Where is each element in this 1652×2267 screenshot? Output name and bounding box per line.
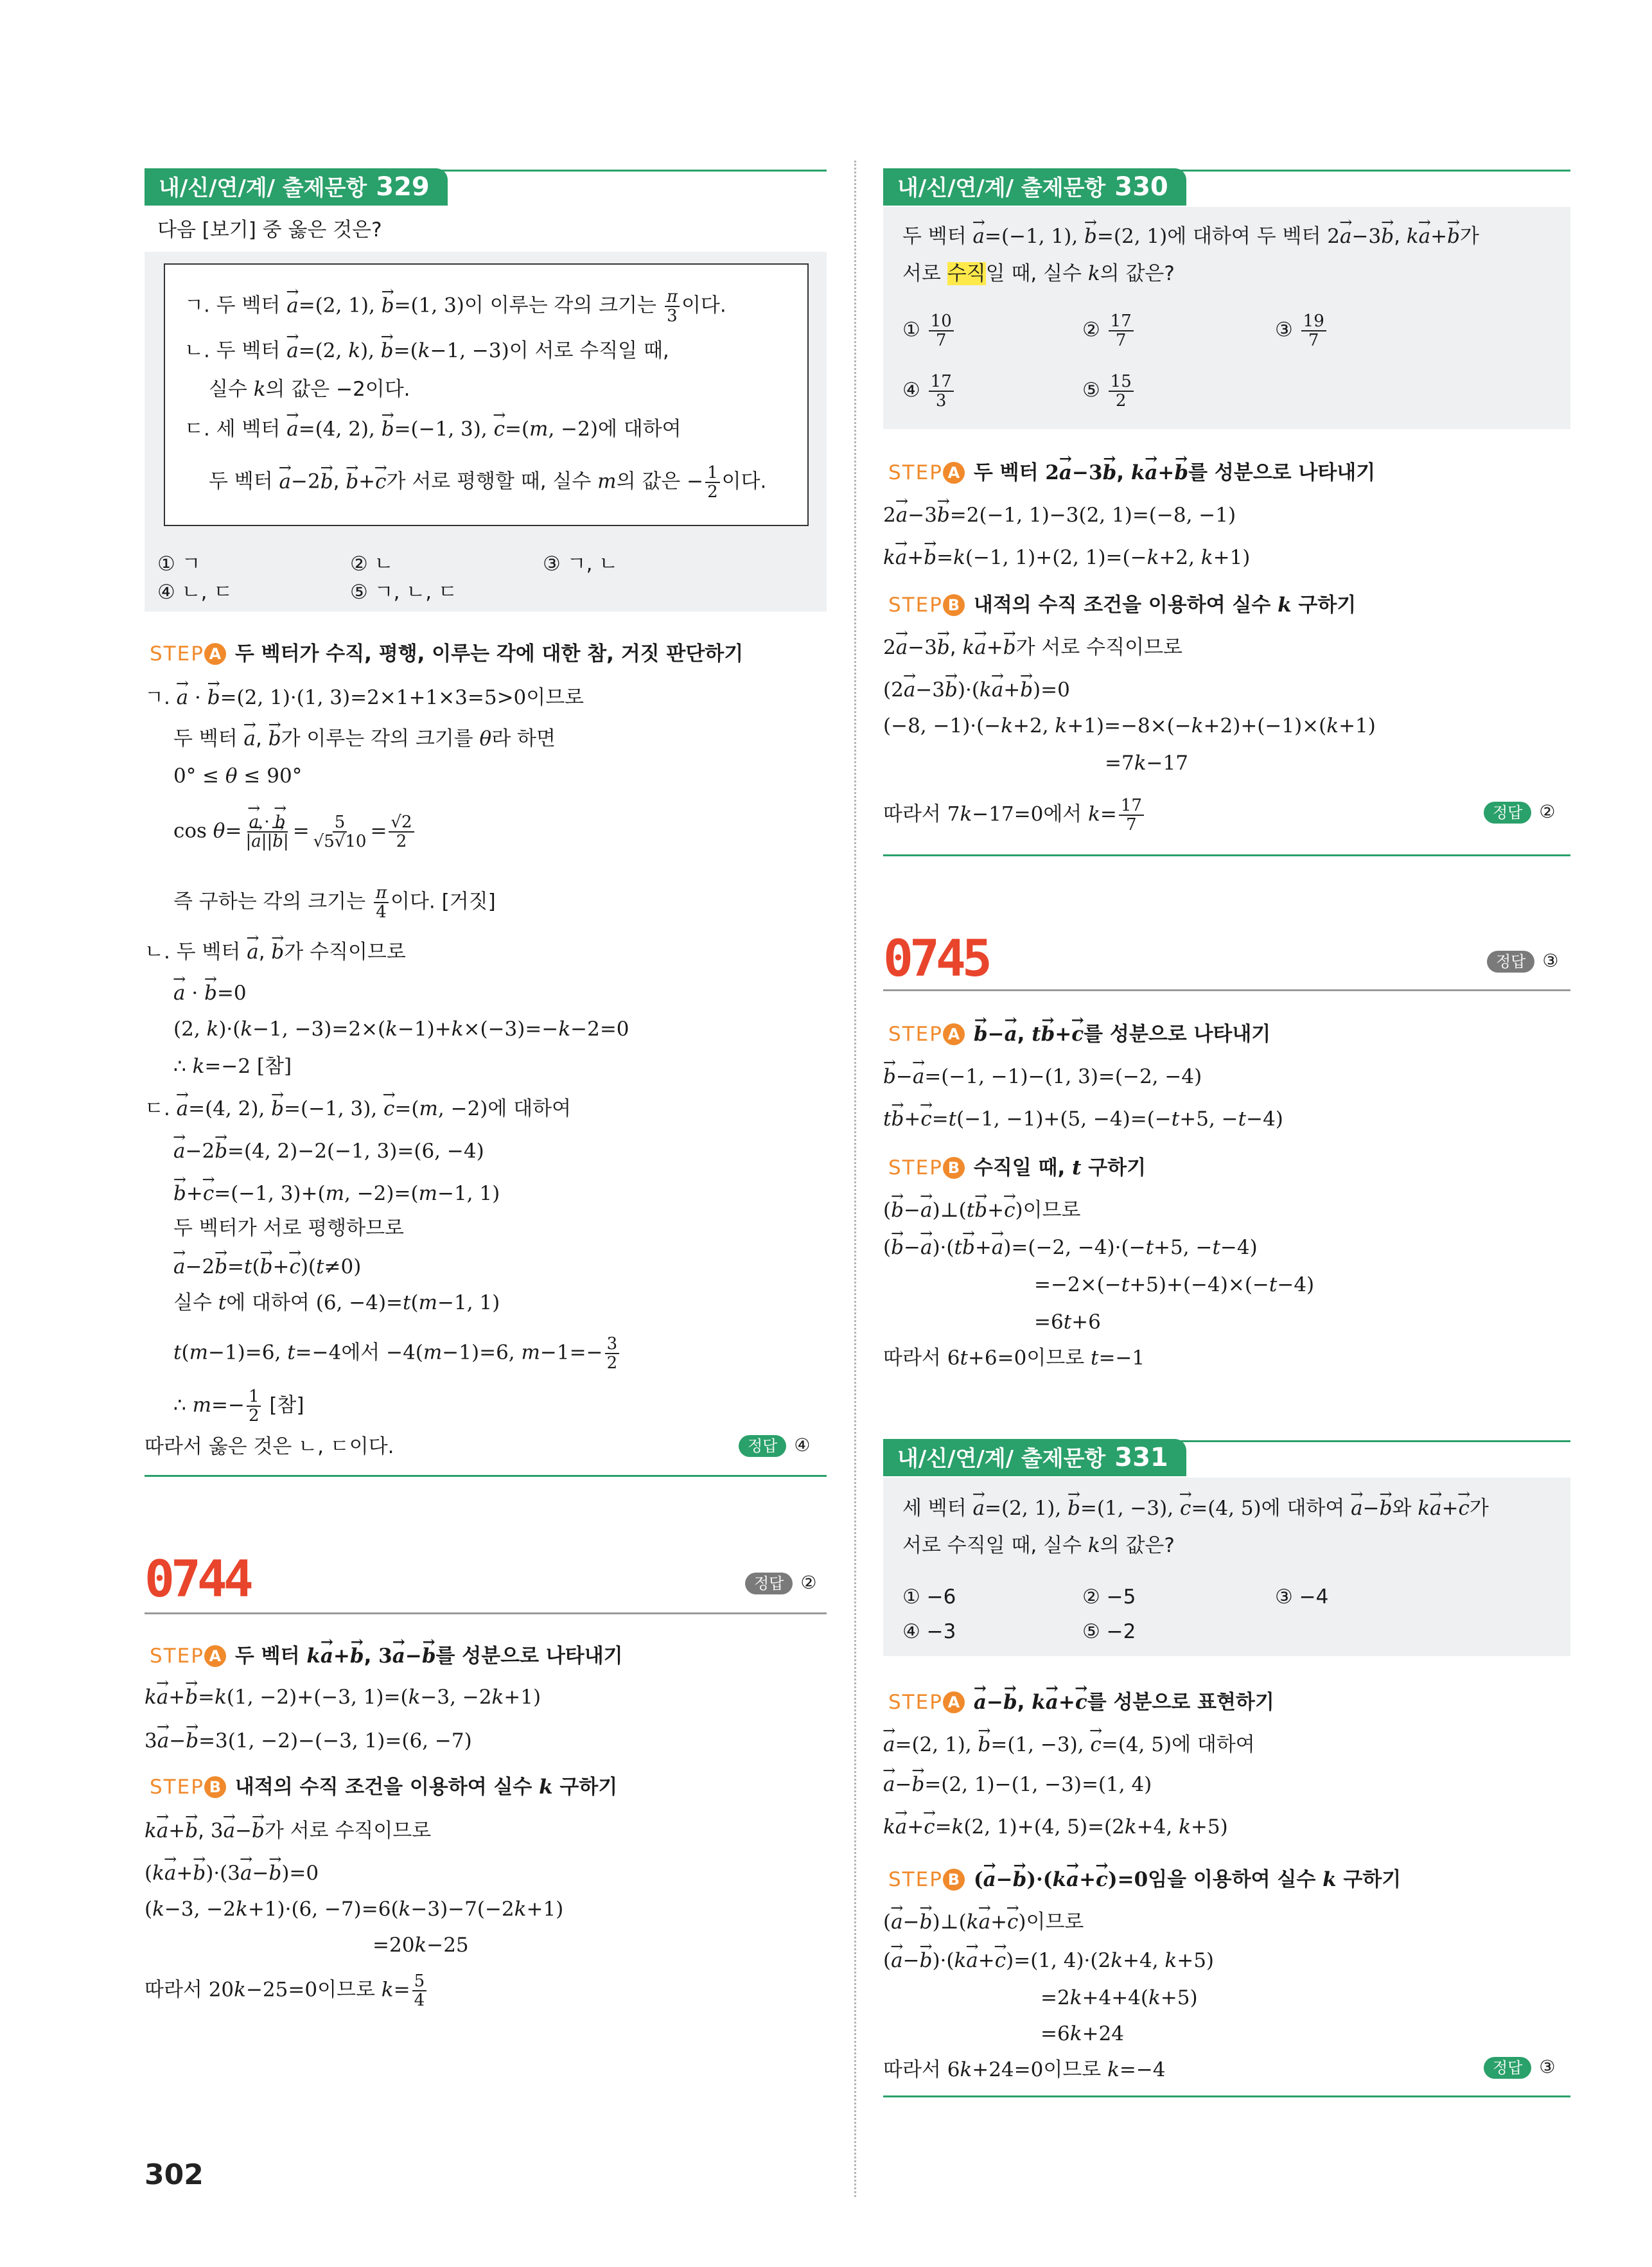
solution-line: → a · → b=0: [173, 979, 247, 1007]
section-rule: [883, 2095, 1570, 2097]
section-rule: [145, 1612, 827, 1614]
question-text: 세 벡터 → a=(2, 1), → b=(1, −3), → c=(4, 5)에 대하여 → a−→ b와 k→ a+→ c가: [902, 1494, 1489, 1522]
solution-line: 실수 t에 대하여 (6, −4)=t(m−1, 1): [173, 1291, 500, 1314]
problem-330-banner: [883, 168, 1186, 206]
solution-line: (−8, −1)·(−k+2, k+1)=−8×(−k+2)+(−1)×(k+1): [883, 714, 1376, 737]
solution-line: (2, k)·(k−1, −3)=2×(k−1)+k×(−3)=−k−2=0: [173, 1018, 629, 1041]
solution-line: (→ a−→ b)⊥(k→ a+→ c)이므로: [883, 1908, 1084, 1936]
choice-4[interactable]: ④ ㄴ, ㄷ: [157, 581, 233, 604]
section-rule: [883, 854, 1570, 856]
banner-label: 내/신/연/계/ 출제문항: [897, 1446, 1106, 1472]
solution-line: =20k−25: [373, 1934, 469, 1957]
step-letter-icon: A: [943, 1023, 965, 1045]
solution-line: → a=(2, 1), → b=(1, −3), → c=(4, 5)에 대하여: [883, 1731, 1255, 1759]
step-label: STEP: [150, 1645, 204, 1668]
banner-rule: [145, 170, 827, 172]
solution-line: (k→ a+→ b)·(3→ a−→ b)=0: [145, 1859, 319, 1887]
question-text: 서로 수직일 때, 실수 k의 값은?: [902, 1534, 1175, 1557]
banner-label: 내/신/연/계/ 출제문항: [897, 175, 1106, 201]
bogi-statement-n2: 실수 k의 값은 −2이다.: [209, 378, 410, 401]
choice-2[interactable]: ② $\frac{17}{7}$: [1082, 312, 1136, 349]
choice-3[interactable]: ③ −4: [1275, 1585, 1329, 1609]
solution-line: 두 벡터 → a, → b가 이루는 각의 크기를 θ라 하면: [173, 725, 556, 753]
question-text: 두 벡터 → a=(−1, 1), → b=(2, 1)에 대하여 두 벡터 2→ a−3→ b, k→ a+→ b가: [902, 222, 1479, 251]
answer-330: [1484, 799, 1555, 825]
answer-value: ③: [1542, 950, 1559, 971]
step-b-heading: STEP B 수직일 때, t 구하기: [888, 1156, 1147, 1179]
answer-329: [739, 1433, 810, 1458]
question-text: 다음 [보기] 중 옳은 것은?: [157, 218, 382, 242]
step-letter-icon: A: [204, 1645, 226, 1667]
bogi-statement-n1: ㄴ. 두 벡터 → a=(2, k), → b=(k−1, −3)이 서로 수직일 때,: [184, 337, 669, 365]
step-letter-icon: A: [943, 462, 965, 484]
answer-value: ③: [1539, 2056, 1556, 2077]
solution-line: (→ b−→ a)·(t→ b+→ a)=(−2, −4)·(−t+5, −t−4): [883, 1233, 1258, 1262]
bogi-statement-d1: ㄷ. 세 벡터 → a=(4, 2), → b=(−1, 3), → c=(m, −2)에 대하여: [184, 415, 681, 443]
choice-5[interactable]: ⑤ $\frac{15}{2}$: [1082, 373, 1136, 410]
solution-line: =2k+4+4(k+5): [1041, 1986, 1198, 2009]
step-label: STEP: [888, 594, 943, 617]
choice-4[interactable]: ④ $\frac{17}{3}$: [902, 373, 956, 410]
solution-line: k→ a+→ b=k(1, −2)+(−3, 1)=(k−3, −2k+1): [145, 1683, 541, 1711]
step-letter-icon: B: [204, 1776, 226, 1798]
step-label: STEP: [150, 1776, 204, 1799]
step-letter-icon: B: [943, 1869, 965, 1891]
solution-line: ㄴ. 두 벡터 → a, → b가 수직이므로: [145, 938, 406, 966]
answer-badge: 정답: [739, 1435, 786, 1457]
solution-line: 따라서 20k−25=0이므로 k= $\frac{5}{4}$: [145, 1972, 428, 2009]
banner-rule: [883, 1440, 1570, 1442]
highlighted-word: 수직: [947, 262, 986, 285]
solution-line: (2→ a−3→ b)·(k→ a+→ b)=0: [883, 676, 1070, 704]
step-a-heading: STEP A→ a−→ b, k→ a+→ c를 성분으로 표현하기: [888, 1688, 1274, 1716]
choice-1[interactable]: ① $\frac{10}{7}$: [902, 312, 956, 349]
answer-0744: [745, 1570, 816, 1596]
answer-value: ④: [794, 1434, 811, 1456]
solution-line: → a−→ b=(2, 1)−(1, −3)=(1, 4): [883, 1770, 1152, 1799]
choice-3[interactable]: ③ $\frac{19}{7}$: [1275, 312, 1328, 349]
step-label: STEP: [888, 1023, 943, 1046]
choice-5[interactable]: ⑤ ㄱ, ㄴ, ㄷ: [350, 581, 457, 604]
solution-line: cos θ= → $\frac{a \cdot \to b}{|\to a||\to b|}$ = $\frac{5}{√5√10}$ = $\frac{√2}{2}$: [173, 813, 416, 851]
solution-line: t(m−1)=6, t=−4에서 −4(m−1)=6, m−1=− $\frac{3}{2}$: [173, 1335, 621, 1372]
solution-line: t→ b+→ c=t(−1, −1)+(5, −4)=(−t+5, −t−4): [883, 1105, 1283, 1133]
step-label: STEP: [150, 642, 204, 666]
answer-badge: 정답: [1487, 951, 1534, 973]
page-number: 302: [145, 2158, 204, 2191]
problem-number-0745: 0745: [883, 930, 989, 988]
solution-line: 따라서 6k+24=0이므로 k=−4: [883, 2058, 1166, 2081]
solution-line: k→ a+→ b, 3→ a−→ b가 서로 수직이므로: [145, 1817, 431, 1845]
banner-number: 330: [1114, 172, 1168, 202]
step-letter-icon: B: [943, 1157, 965, 1179]
step-letter-icon: A: [204, 643, 226, 665]
step-title: 두 벡터가 수직, 평행, 이루는 각에 대한 참, 거짓 판단하기: [234, 642, 744, 666]
solution-line: ㄷ. → a=(4, 2), → b=(−1, 3), → c=(m, −2)에 대하여: [145, 1095, 571, 1123]
answer-331: [1484, 2054, 1555, 2080]
solution-line: k→ a+→ c=k(2, 1)+(4, 5)=(2k+4, k+5): [883, 1813, 1228, 1841]
step-label: STEP: [888, 1691, 943, 1714]
solution-line: =7k−17: [1105, 752, 1188, 775]
column-divider: [854, 161, 856, 2197]
solution-line: 2→ a−3→ b, k→ a+→ b가 서로 수직이므로: [883, 633, 1182, 662]
step-letter-icon: A: [943, 1691, 965, 1713]
solution-line: → b+→ c=(−1, 3)+(m, −2)=(m−1, 1): [173, 1179, 500, 1208]
section-rule: [883, 989, 1570, 991]
bogi-statement-d2: 두 벡터 → a−2→ b, → b+→ c가 서로 평행할 때, 실수 m의 값은 − $\frac{1}{2}$ 이다.: [209, 464, 766, 501]
choice-1[interactable]: ① −6: [902, 1585, 956, 1609]
solution-line: 즉 구하는 각의 크기는 $\frac{\pi}{4}$ 이다. [거짓]: [173, 883, 496, 922]
bogi-statement-g: ㄱ. 두 벡터 → a=(2, 1), → b=(1, 3)이 이루는 각의 크기는 $\frac{\pi}{3}$ 이다.: [184, 288, 726, 325]
step-a-heading: STEP A 두 벡터 k→ a+→ b, 3→ a−→ b를 성분으로 나타내기: [150, 1642, 623, 1670]
choice-5[interactable]: ⑤ −2: [1082, 1620, 1136, 1643]
problem-329-banner: [145, 168, 448, 206]
answer-badge: 정답: [1484, 2057, 1531, 2079]
solution-line: 따라서 6t+6=0이므로 t=−1: [883, 1346, 1145, 1370]
step-a-heading: [150, 640, 743, 668]
problem-331-banner: [883, 1439, 1186, 1476]
solution-line: k→ a+→ b=k(−1, 1)+(2, 1)=(−k+2, k+1): [883, 543, 1250, 572]
choice-4[interactable]: ④ −3: [902, 1620, 956, 1643]
step-label: STEP: [888, 1868, 943, 1891]
step-b-heading: STEP B 내적의 수직 조건을 이용하여 실수 k 구하기: [150, 1776, 618, 1799]
step-label: STEP: [888, 1156, 943, 1179]
solution-line: 0° ≤ θ ≤ 90°: [173, 764, 303, 788]
answer-value: ②: [1539, 801, 1556, 822]
solution-line: 따라서 7k−17=0에서 k= $\frac{17}{7}$: [883, 797, 1146, 834]
solution-line: → b−→ a=(−1, −1)−(1, 3)=(−2, −4): [883, 1063, 1202, 1091]
solution-line: (→ a−→ b)·(k→ a+→ c)=(1, 4)·(2k+4, k+5): [883, 1946, 1214, 1975]
solution-line: → a−2→ b=(4, 2)−2(−1, 3)=(6, −4): [173, 1137, 484, 1165]
banner-number: 329: [376, 172, 430, 202]
solution-line: 3→ a−→ b=3(1, −2)−(−3, 1)=(6, −7): [145, 1727, 472, 1755]
choice-1[interactable]: ① ㄱ: [157, 552, 201, 576]
answer-badge: 정답: [1484, 802, 1531, 824]
solution-line: → a−2→ b=t(→ b+→ c)(t≠0): [173, 1253, 361, 1281]
section-rule: [145, 1475, 827, 1477]
choice-2[interactable]: ② −5: [1082, 1585, 1136, 1609]
banner-rule: [883, 170, 1570, 172]
solution-line: ∴ m=− $\frac{1}{2}$ [참]: [173, 1387, 304, 1425]
solution-line: 두 벡터가 서로 평행하므로: [173, 1217, 404, 1240]
step-a-heading: STEP A 두 벡터 2→ a−3→ b, k→ a+→ b를 성분으로 나타내기: [888, 459, 1375, 487]
solution-line: =6t+6: [1034, 1310, 1101, 1334]
choice-2[interactable]: ② ㄴ: [350, 552, 394, 576]
answer-value: ②: [800, 1572, 817, 1593]
solution-line: ∴ k=−2 [참]: [173, 1055, 292, 1078]
step-b-heading: STEP B 내적의 수직 조건을 이용하여 실수 k 구하기: [888, 594, 1357, 617]
banner-label: 내/신/연/계/ 출제문항: [159, 175, 367, 201]
problem-number-0744: 0744: [145, 1551, 250, 1609]
solution-line: ㄱ. → a · → b=(2, 1)·(1, 3)=2×1+1×3=5>0이므로: [145, 684, 584, 712]
banner-number: 331: [1114, 1443, 1168, 1472]
answer-0745: [1487, 948, 1558, 974]
solution-line: (→ b−→ a)⊥(t→ b+→ c)이므로: [883, 1196, 1080, 1224]
answer-badge: 정답: [745, 1573, 793, 1594]
choice-3[interactable]: ③ ㄱ, ㄴ: [543, 552, 619, 576]
solution-line: =−2×(−t+5)+(−4)×(−t−4): [1034, 1273, 1315, 1296]
solution-line: =6k+24: [1041, 2022, 1124, 2045]
step-label: STEP: [888, 461, 943, 484]
question-text: 서로 수직일 때, 실수 k의 값은?: [902, 262, 1175, 285]
solution-line: 따라서 옳은 것은 ㄴ, ㄷ이다.: [145, 1435, 394, 1458]
step-b-heading: STEP B (→ a−→ b)·(k→ a+→ c)=0임을 이용하여 실수 k 구하기: [888, 1866, 1401, 1894]
solution-line: 2→ a−3→ b=2(−1, 1)−3(2, 1)=(−8, −1): [883, 501, 1236, 529]
step-a-heading: STEP A→ b−→ a, t→ b+→ c를 성분으로 나타내기: [888, 1020, 1270, 1048]
solution-line: (k−3, −2k+1)·(6, −7)=6(k−3)−7(−2k+1): [145, 1898, 564, 1921]
step-letter-icon: B: [943, 594, 965, 616]
